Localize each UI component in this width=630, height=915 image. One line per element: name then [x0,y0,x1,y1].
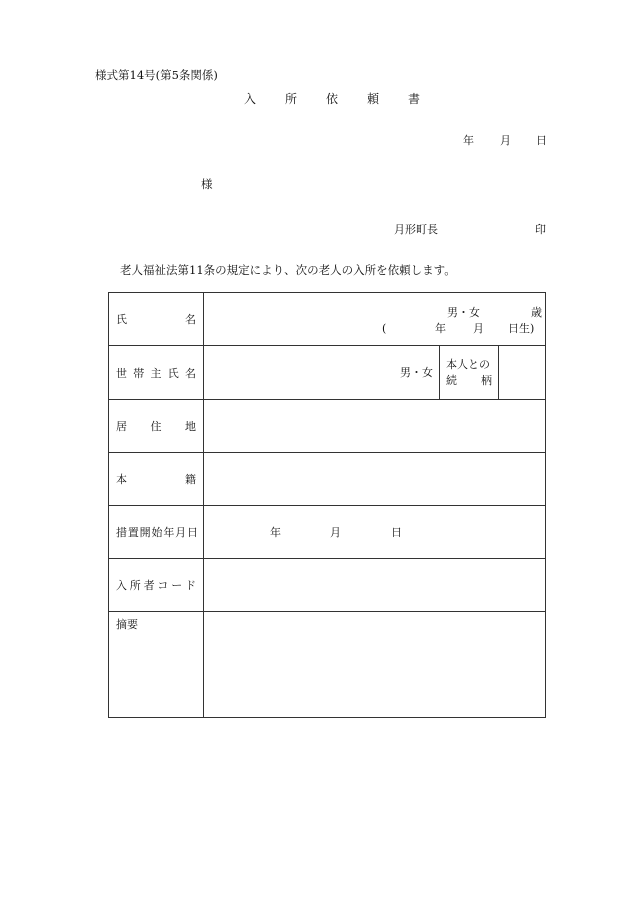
label-name [116,311,196,327]
title-char: 入 [244,92,257,106]
householder-name-area[interactable] [204,346,439,399]
start-year: 年 [270,526,281,539]
relation-value-cell[interactable] [498,346,545,399]
label-char: ー [171,579,183,592]
addressee-suffix: 様 [201,177,213,191]
row-summary [109,612,546,718]
title-char: 依 [325,92,338,106]
seal-mark: 印 [535,223,546,236]
label-char: 続 [446,374,457,387]
domicile-value-cell[interactable] [204,453,546,506]
sex-choice[interactable]: 男・女 [447,306,480,319]
date-month: 月 [500,134,511,147]
form-number: 様式第14号(第5条関係) [95,68,218,82]
address-value-cell[interactable] [204,400,546,453]
birth-month: 月 [473,322,484,335]
label-char: 措 [116,526,127,539]
label-cell [109,453,204,506]
relation-label-cell [439,346,498,399]
age-unit: 歳 [531,306,542,319]
label-char: 世 [116,366,127,380]
householder-sex-choice[interactable]: 男・女 [400,366,433,379]
row-start-date [109,506,546,559]
summary-value-cell[interactable] [204,612,546,718]
label-cell [109,506,204,559]
label-char: 籍 [185,473,196,486]
title-char: 書 [407,92,420,106]
date-year: 年 [463,134,474,147]
relation-line1: 本人との [446,358,490,371]
title-char: 頼 [366,92,379,106]
label-char: 始 [151,526,163,539]
label-cell [109,612,204,718]
householder-value-cell[interactable] [204,346,546,400]
label-domicile [116,471,196,487]
label-char: 主 [150,366,162,380]
row-address [109,400,546,453]
label-char: 者 [143,579,155,592]
date-day: 日 [536,134,547,147]
label-char: 地 [185,420,196,433]
relation-line2 [446,375,492,386]
label-char: 開 [139,526,151,539]
label-char: 置 [127,526,139,539]
label-start-date [116,524,198,540]
label-char: 帯 [133,366,145,380]
birth-day: 日生) [508,322,535,335]
start-date-value-cell[interactable] [204,506,546,559]
label-cell [109,293,204,346]
label-char: 本 [116,473,127,486]
label-char: 名 [185,313,196,326]
label-householder [116,365,196,381]
label-cell [109,559,204,612]
document-title [244,93,420,105]
label-char: 柄 [481,374,492,387]
title-char: 所 [284,92,297,106]
label-cell [109,400,204,453]
label-char: 名 [185,366,196,380]
row-domicile [109,453,546,506]
label-char: 年 [163,526,175,539]
row-name [109,293,546,346]
label-cell [109,346,204,400]
code-value-cell[interactable] [204,559,546,612]
intro-text: 老人福祉法第11条の規定により、次の老人の入所を依頼します。 [120,263,456,277]
sender-name: 月形町長 [394,223,438,236]
label-char: 月 [175,526,187,539]
row-householder [109,346,546,400]
start-month: 月 [330,526,341,539]
label-char: 所 [129,579,141,592]
label-char: 居 [116,420,127,433]
application-table [108,292,546,718]
name-value-cell[interactable] [204,293,546,346]
birth-year: 年 [435,322,446,335]
label-char: 日 [186,526,198,539]
label-char: 氏 [167,366,179,380]
start-day: 日 [391,526,402,539]
label-address [116,418,196,434]
label-char: 住 [150,420,162,433]
label-summary: 摘要 [116,618,138,631]
label-char: 氏 [116,313,127,326]
label-char: 入 [116,579,127,592]
label-code [116,577,196,593]
birth-open-paren: ( [382,322,387,335]
label-char: ド [184,579,196,592]
label-char: コ [157,579,169,592]
row-code [109,559,546,612]
